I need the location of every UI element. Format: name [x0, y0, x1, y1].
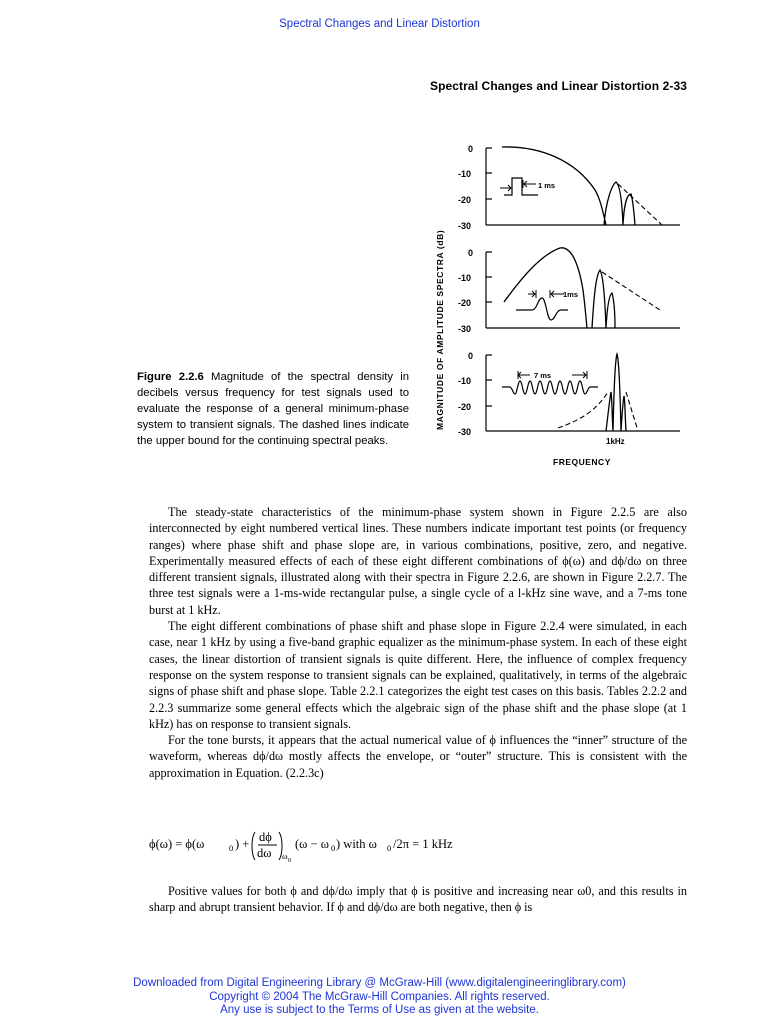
caption-label: Figure 2.2.6	[137, 371, 204, 383]
p2-tick-30: -30	[458, 324, 472, 334]
p3-tick-20: -20	[458, 402, 472, 412]
eq-lhs: ϕ(ω) = ϕ(ω	[149, 837, 205, 851]
p3-tick-0: 0	[468, 351, 474, 361]
paragraph-3: For the tone bursts, it appears that the actual numerical value of ϕ influences the “inner” structure of the waveform, whereas dϕ/dω mostly affects the envelope, or “outer” structure. This is consistent with the approximation in Equation. (2.2.3c)	[149, 733, 687, 780]
eq-rhs-sub: 0	[331, 843, 336, 853]
p3-arrow-left	[518, 371, 530, 379]
equation-svg	[149, 826, 687, 866]
paragraph-1: The steady-state characteristics of the minimum-phase system shown in Figure 2.2.5 are also interconnected by eight numbered vertical lines. These numbers indicate important test points (or frequency ranges) where phase shift and phase slope are, in various combinations, positive, zero, and negative. Experimentally measured effects of each of these eight different combinations of ϕ(ω) and dϕ/dω on three different transient signals, illustrated along with their spectra in Figure 2.2.6, are shown in Figure 2.2.7. The three test signals were a 1-ms-wide rectangular pulse, a single cycle of a l-kHz sine wave, and a 7-ms tone burst at 1 kHz.	[149, 505, 687, 617]
panel-tone-burst	[486, 355, 680, 431]
running-head: Spectral Changes and Linear Distortion 2-33	[429, 79, 687, 93]
eq-paren-left	[252, 832, 255, 860]
eq-rhs: (ω − ω	[295, 837, 329, 851]
p2-tick-20: -20	[458, 298, 472, 308]
p1-tick-10: -10	[458, 169, 472, 179]
p2-tick-0: 0	[468, 248, 474, 258]
eq-rhs2-sub: 0	[387, 843, 392, 853]
footer	[0, 976, 759, 1017]
p1-tick-20: -20	[458, 195, 472, 205]
body-text	[149, 504, 687, 781]
p2-annotation: 1ms	[563, 290, 579, 299]
eq-rhs3: /2π = 1 kHz	[393, 837, 453, 851]
footer-download-link[interactable]: Downloaded from Digital Engineering Library @ McGraw-Hill (www.digitalengineeringlibrary.com)	[133, 977, 626, 989]
eq-lhs-sub: 0	[229, 843, 234, 853]
p3-annotation: 7 ms	[534, 371, 552, 380]
x-axis-label: FREQUENCY	[553, 457, 611, 467]
p3-tick-10: -10	[458, 376, 472, 386]
eq-den-sub-sub: 0	[288, 857, 292, 864]
p3-arrow-right	[572, 371, 587, 379]
eq-den: dω	[257, 846, 272, 860]
p3-spectrum-peaks	[606, 354, 626, 431]
p3-tone-burst-waveform	[502, 381, 598, 394]
p2-dashed-bound	[602, 272, 660, 310]
panel-rectangular-pulse	[486, 148, 680, 225]
body-text-continued	[149, 883, 687, 916]
p1-arrow-left	[500, 185, 511, 191]
p3-tick-30: -30	[458, 427, 472, 437]
p3-freq-label: 1kHz	[606, 437, 625, 446]
eq-den-sub: ω	[282, 851, 288, 861]
p2-sine-waveform	[516, 298, 568, 320]
p1-annotation: 1 ms	[538, 181, 556, 190]
top-chapter-link[interactable]: Spectral Changes and Linear Distortion	[279, 18, 480, 30]
p2-tick-10: -10	[458, 273, 472, 283]
paragraph-4: Positive values for both ϕ and dϕ/dω imply that ϕ is positive and increasing near ω0, and this results in sharp and abrupt transient behavior. If ϕ and dϕ/dω are both negative, then ϕ is	[149, 884, 687, 915]
caption-text: Magnitude of the spectral density in decibels versus frequency for test signals used to evaluate the response of a general minimum-phase system to transient signals. The dashed lines indicate the upper bound for the continuing spectral peaks.	[137, 371, 410, 447]
y-axis-label: MAGNITUDE OF AMPLITUDE SPECTRA (dB)	[435, 229, 445, 430]
equation-2-2-3c	[149, 826, 687, 866]
footer-copyright-link[interactable]: Copyright © 2004 The McGraw-Hill Companies. All rights reserved.	[209, 990, 550, 1003]
eq-rhs2: ) with ω	[336, 837, 377, 851]
p1-tick-0: 0	[468, 144, 474, 154]
figure-2-2-6	[420, 130, 690, 470]
footer-terms-link[interactable]: Any use is subject to the Terms of Use as given at the website.	[220, 1004, 539, 1016]
eq-num: dϕ	[259, 830, 272, 844]
p2-arrow-right	[550, 290, 564, 298]
eq-plus: ) +	[235, 837, 250, 851]
p2-arrow-left	[528, 290, 536, 298]
paragraph-2: The eight different combinations of phase shift and phase slope in Figure 2.2.4 were simulated, in each case, near 1 kHz by using a five-band graphic equalizer as the minimum-phase system. In each of these eight cases, the linear distortion of transient signals is quite different. Here, the influence of complex frequency response on the system response to transient signals can be explained, qualitatively, in terms of the algebraic signs of phase shift and phase slope. Table 2.2.1 categorizes the eight test cases on this basis. Tables 2.2.2 and 2.2.3 summarize some general effects which the algebraic sign of the phase shift and the phase slope (at 1 kHz) has on response to transient signals.	[149, 619, 687, 731]
p2-spectrum-curve	[504, 248, 615, 328]
p1-tick-30: -30	[458, 221, 472, 231]
p1-arrow-right	[523, 180, 536, 188]
figure-caption	[137, 369, 409, 449]
